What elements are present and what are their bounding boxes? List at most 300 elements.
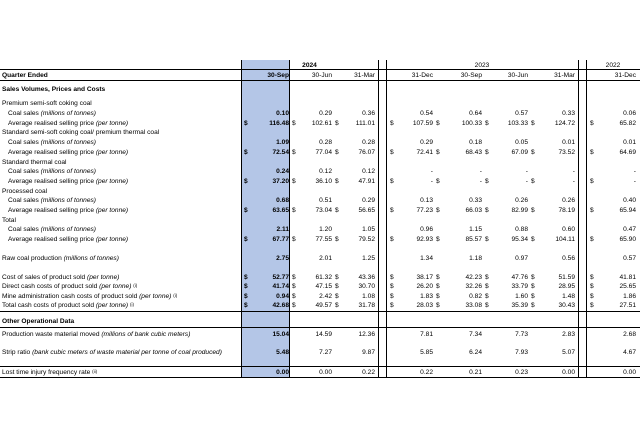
currency-symbol: $ bbox=[436, 283, 440, 290]
currency-symbol: $ bbox=[531, 236, 535, 243]
value-cell: 47.91 bbox=[358, 178, 375, 185]
currency-symbol: $ bbox=[292, 274, 296, 281]
data-row bbox=[0, 148, 640, 157]
value-cell: 67.77 bbox=[272, 236, 289, 243]
table-rule bbox=[0, 311, 640, 312]
value-cell: 0.56 bbox=[562, 255, 575, 262]
value-cell: 7.81 bbox=[420, 331, 433, 338]
value-cell: 0.22 bbox=[420, 369, 433, 376]
group-label: Premium semi-soft coking coal bbox=[2, 100, 92, 107]
row-label-text: Strip ratio bbox=[2, 349, 31, 356]
currency-symbol: $ bbox=[436, 120, 440, 127]
row-unit: (millions of tonnes) bbox=[40, 197, 96, 204]
currency-symbol: $ bbox=[590, 120, 594, 127]
currency-symbol: $ bbox=[292, 283, 296, 290]
section-title: Other Operational Data bbox=[2, 318, 75, 325]
year-2023: 2023 bbox=[474, 62, 490, 69]
table-rule bbox=[0, 327, 640, 328]
value-cell: 56.65 bbox=[358, 207, 375, 214]
value-cell: 37.20 bbox=[272, 178, 289, 185]
value-cell: 33.08 bbox=[465, 302, 482, 309]
value-cell: 1.48 bbox=[562, 293, 575, 300]
value-cell: 5.48 bbox=[276, 349, 289, 356]
currency-symbol: $ bbox=[436, 302, 440, 309]
value-cell: 63.65 bbox=[272, 207, 289, 214]
data-row bbox=[0, 206, 640, 215]
year-2024: 2024 bbox=[302, 62, 317, 69]
value-cell: 51.59 bbox=[558, 274, 575, 281]
currency-symbol: $ bbox=[590, 283, 594, 290]
data-row-cost bbox=[0, 282, 640, 291]
group-label: Standard semi-soft coking coal/ premium thermal coal bbox=[2, 129, 160, 136]
group-header bbox=[0, 158, 640, 167]
currency-symbol: $ bbox=[485, 236, 489, 243]
currency-symbol: $ bbox=[244, 293, 248, 300]
value-cell: 5.07 bbox=[562, 349, 575, 356]
value-cell: 1.08 bbox=[362, 293, 375, 300]
value-cell: 0.88 bbox=[515, 226, 528, 233]
value-cell: 0.29 bbox=[420, 139, 433, 146]
table-rule bbox=[0, 69, 640, 70]
value-cell: 0.12 bbox=[319, 168, 332, 175]
currency-symbol: $ bbox=[244, 149, 248, 156]
value-cell: 0.26 bbox=[515, 197, 528, 204]
value-cell: 0.26 bbox=[562, 197, 575, 204]
value-cell: 1.15 bbox=[469, 226, 482, 233]
currency-symbol: $ bbox=[244, 120, 248, 127]
column-divider bbox=[386, 60, 387, 378]
row-label-text: Coal sales bbox=[8, 226, 39, 233]
currency-symbol: $ bbox=[244, 274, 248, 281]
currency-symbol: $ bbox=[390, 207, 394, 214]
value-cell: 72.54 bbox=[272, 149, 289, 156]
table-rule bbox=[0, 377, 640, 378]
value-cell: - bbox=[430, 168, 433, 175]
section-title: Sales Volumes, Prices and Costs bbox=[2, 86, 106, 93]
value-cell: 0.22 bbox=[362, 369, 375, 376]
value-cell: 73.04 bbox=[315, 207, 332, 214]
value-cell: 0.21 bbox=[469, 369, 482, 376]
column-divider bbox=[289, 60, 290, 378]
value-cell: - bbox=[479, 178, 482, 185]
column-header: 30-Sep bbox=[460, 72, 482, 79]
value-cell: 0.06 bbox=[623, 110, 636, 117]
value-cell: 7.73 bbox=[515, 331, 528, 338]
currency-symbol: $ bbox=[292, 178, 296, 185]
value-cell: 0.13 bbox=[420, 197, 433, 204]
value-cell: 2.68 bbox=[623, 331, 636, 338]
row-label bbox=[2, 301, 240, 310]
row-label bbox=[8, 148, 246, 157]
value-cell: 102.61 bbox=[311, 120, 332, 127]
value-cell: 73.52 bbox=[558, 149, 575, 156]
data-row bbox=[0, 138, 640, 147]
value-cell: 7.93 bbox=[515, 349, 528, 356]
section-title-other bbox=[0, 317, 640, 326]
value-cell: 47.76 bbox=[511, 274, 528, 281]
currency-symbol: $ bbox=[485, 302, 489, 309]
data-row-cost bbox=[0, 273, 640, 282]
row-label bbox=[8, 167, 246, 176]
value-cell: 47.15 bbox=[315, 283, 332, 290]
row-unit: (millions of bank cubic meters) bbox=[101, 331, 191, 338]
value-cell: 0.12 bbox=[362, 168, 375, 175]
row-label-text: Raw coal production bbox=[2, 255, 62, 262]
value-cell: 30.70 bbox=[358, 283, 375, 290]
value-cell: 0.68 bbox=[276, 197, 289, 204]
currency-symbol: $ bbox=[436, 207, 440, 214]
currency-symbol: $ bbox=[244, 283, 248, 290]
row-label-text: Lost time injury frequency rate bbox=[2, 369, 91, 376]
row-label bbox=[8, 119, 246, 128]
data-row bbox=[0, 177, 640, 186]
row-unit: (per tonne) bbox=[99, 283, 132, 290]
row-label bbox=[8, 206, 246, 215]
value-cell: 67.09 bbox=[511, 149, 528, 156]
value-cell: 0.01 bbox=[623, 139, 636, 146]
column-header: 31-Mar bbox=[354, 72, 375, 79]
value-cell: 0.96 bbox=[420, 226, 433, 233]
row-label-text: Coal sales bbox=[8, 139, 39, 146]
value-cell: 1.60 bbox=[515, 293, 528, 300]
value-cell: 111.01 bbox=[355, 120, 375, 127]
row-label bbox=[2, 254, 240, 263]
row-label-text: Average realised selling price bbox=[8, 207, 95, 214]
row-label bbox=[2, 292, 240, 301]
currency-symbol: $ bbox=[485, 149, 489, 156]
row-label bbox=[2, 282, 240, 291]
value-cell: 92.93 bbox=[416, 236, 433, 243]
data-row bbox=[0, 196, 640, 205]
value-cell: 42.68 bbox=[272, 302, 289, 309]
column-divider bbox=[241, 60, 242, 378]
value-cell: 27.51 bbox=[619, 302, 636, 309]
currency-symbol: $ bbox=[590, 293, 594, 300]
value-cell: 1.20 bbox=[319, 226, 332, 233]
value-cell: 116.48 bbox=[269, 120, 289, 127]
currency-symbol: $ bbox=[390, 178, 394, 185]
group-header bbox=[0, 216, 640, 225]
value-cell: 0.23 bbox=[515, 369, 528, 376]
currency-symbol: $ bbox=[390, 302, 394, 309]
value-cell: 43.36 bbox=[358, 274, 375, 281]
row-unit: (per tonne) bbox=[95, 149, 129, 156]
group-label: Total bbox=[2, 217, 16, 224]
value-cell: 0.00 bbox=[319, 369, 332, 376]
value-cell: 1.34 bbox=[420, 255, 433, 262]
value-cell: 28.95 bbox=[558, 283, 575, 290]
value-cell: 26.20 bbox=[416, 283, 433, 290]
currency-symbol: $ bbox=[436, 178, 440, 185]
value-cell: 2.01 bbox=[319, 255, 332, 262]
row-label-text: Average realised selling price bbox=[8, 236, 95, 243]
currency-symbol: $ bbox=[531, 178, 535, 185]
value-cell: 0.29 bbox=[362, 197, 375, 204]
currency-symbol: $ bbox=[436, 236, 440, 243]
value-cell: 41.81 bbox=[619, 274, 636, 281]
quarter-ended-label: Quarter Ended bbox=[2, 72, 48, 79]
footnote-marker: (ii) bbox=[92, 369, 98, 374]
value-cell: 79.52 bbox=[358, 236, 375, 243]
value-cell: 0.29 bbox=[319, 110, 332, 117]
value-cell: 82.99 bbox=[511, 207, 528, 214]
footnote-marker: (i) bbox=[173, 293, 178, 298]
row-label bbox=[2, 273, 240, 282]
value-cell: 31.78 bbox=[358, 302, 375, 309]
value-cell: 5.85 bbox=[420, 349, 433, 356]
value-cell: 77.04 bbox=[315, 149, 332, 156]
table-rule bbox=[0, 80, 640, 81]
value-cell: 100.33 bbox=[461, 120, 482, 127]
currency-symbol: $ bbox=[390, 274, 394, 281]
value-cell: 0.00 bbox=[623, 369, 636, 376]
value-cell: 1.05 bbox=[362, 226, 375, 233]
value-cell: 64.69 bbox=[619, 149, 636, 156]
value-cell: 72.41 bbox=[416, 149, 433, 156]
value-cell: 35.39 bbox=[511, 302, 528, 309]
currency-symbol: $ bbox=[335, 293, 339, 300]
currency-symbol: $ bbox=[485, 207, 489, 214]
value-cell: - bbox=[525, 168, 528, 175]
currency-symbol: $ bbox=[531, 120, 535, 127]
row-unit: (per tonne) bbox=[139, 293, 172, 300]
value-cell: 0.60 bbox=[562, 226, 575, 233]
currency-symbol: $ bbox=[590, 149, 594, 156]
currency-symbol: $ bbox=[390, 120, 394, 127]
column-header: 30-Jun bbox=[311, 72, 332, 79]
currency-symbol: $ bbox=[531, 274, 535, 281]
value-cell: 41.74 bbox=[272, 283, 289, 290]
currency-symbol: $ bbox=[292, 120, 296, 127]
value-cell: 0.36 bbox=[362, 110, 375, 117]
currency-symbol: $ bbox=[292, 236, 296, 243]
value-cell: 38.17 bbox=[416, 274, 433, 281]
value-cell: - bbox=[633, 178, 636, 185]
footnote-marker: (i) bbox=[133, 283, 138, 288]
value-cell: 2.11 bbox=[276, 226, 289, 233]
row-label bbox=[2, 330, 232, 348]
currency-symbol: $ bbox=[531, 149, 535, 156]
group-header bbox=[0, 128, 640, 137]
row-label-text: Average realised selling price bbox=[8, 120, 95, 127]
row-label-text: Direct cash costs of product sold bbox=[2, 283, 98, 290]
value-cell: 0.94 bbox=[276, 293, 289, 300]
row-unit: (per tonne) bbox=[95, 178, 129, 185]
currency-symbol: $ bbox=[590, 274, 594, 281]
value-cell: 0.57 bbox=[515, 110, 528, 117]
data-row bbox=[0, 119, 640, 128]
row-unit: (millions of tonnes) bbox=[40, 110, 96, 117]
value-cell: 1.09 bbox=[276, 139, 289, 146]
quarter-header-row bbox=[0, 71, 640, 80]
currency-symbol: $ bbox=[335, 207, 339, 214]
data-row-cost bbox=[0, 292, 640, 301]
currency-symbol: $ bbox=[590, 236, 594, 243]
row-label-text: Coal sales bbox=[8, 168, 39, 175]
row-label bbox=[2, 348, 232, 366]
row-label-text: Production waste material moved bbox=[2, 331, 100, 338]
value-cell: 104.11 bbox=[555, 236, 575, 243]
row-unit: (millions of tonnes) bbox=[40, 139, 96, 146]
column-divider bbox=[586, 60, 587, 378]
group-label: Standard thermal coal bbox=[2, 159, 67, 166]
value-cell: - bbox=[430, 178, 433, 185]
value-cell: 0.54 bbox=[420, 110, 433, 117]
value-cell: 0.64 bbox=[469, 110, 482, 117]
row-unit: (per tonne) bbox=[95, 207, 129, 214]
column-header: 31-Mar bbox=[554, 72, 575, 79]
value-cell: 0.33 bbox=[562, 110, 575, 117]
row-label bbox=[8, 235, 246, 244]
currency-symbol: $ bbox=[244, 207, 248, 214]
value-cell: 0.57 bbox=[623, 255, 636, 262]
value-cell: 65.94 bbox=[619, 207, 636, 214]
row-label-text: Average realised selling price bbox=[8, 149, 95, 156]
value-cell: 49.57 bbox=[315, 302, 332, 309]
value-cell: 4.67 bbox=[623, 349, 636, 356]
group-label: Processed coal bbox=[2, 188, 48, 195]
currency-symbol: $ bbox=[292, 293, 296, 300]
currency-symbol: $ bbox=[531, 283, 535, 290]
currency-symbol: $ bbox=[531, 293, 535, 300]
value-cell: - bbox=[572, 168, 575, 175]
value-cell: 32.26 bbox=[465, 283, 482, 290]
column-divider bbox=[578, 60, 579, 378]
value-cell: 65.82 bbox=[619, 120, 636, 127]
currency-symbol: $ bbox=[335, 120, 339, 127]
data-row-other bbox=[0, 368, 640, 377]
year-2022: 2022 bbox=[605, 62, 621, 69]
row-unit: (millions of tonnes) bbox=[40, 168, 96, 175]
value-cell: 1.18 bbox=[469, 255, 482, 262]
value-cell: - bbox=[525, 178, 528, 185]
row-label-text: Average realised selling price bbox=[8, 178, 95, 185]
value-cell: 0.47 bbox=[623, 226, 636, 233]
column-header: 31-Dec bbox=[614, 72, 636, 79]
value-cell: 78.19 bbox=[558, 207, 575, 214]
value-cell: 15.04 bbox=[272, 331, 289, 338]
column-divider bbox=[378, 60, 379, 378]
footnote-marker: (i) bbox=[129, 302, 134, 307]
value-cell: 28.03 bbox=[416, 302, 433, 309]
data-row bbox=[0, 167, 640, 176]
value-cell: 0.01 bbox=[562, 139, 575, 146]
currency-symbol: $ bbox=[590, 178, 594, 185]
value-cell: 76.07 bbox=[358, 149, 375, 156]
row-label bbox=[8, 196, 246, 205]
currency-symbol: $ bbox=[390, 149, 394, 156]
currency-symbol: $ bbox=[531, 207, 535, 214]
currency-symbol: $ bbox=[390, 236, 394, 243]
currency-symbol: $ bbox=[292, 149, 296, 156]
currency-symbol: $ bbox=[485, 293, 489, 300]
data-row bbox=[0, 235, 640, 244]
value-cell: 6.24 bbox=[469, 349, 482, 356]
value-cell: 7.34 bbox=[469, 331, 482, 338]
data-row-raw-coal bbox=[0, 254, 640, 263]
column-header: 30-Sep bbox=[267, 72, 289, 79]
value-cell: 30.43 bbox=[558, 302, 575, 309]
value-cell: - bbox=[572, 178, 575, 185]
value-cell: 9.87 bbox=[362, 349, 375, 356]
row-unit: (per tonne) bbox=[87, 274, 120, 281]
value-cell: 52.77 bbox=[272, 274, 289, 281]
row-label bbox=[8, 138, 246, 147]
row-unit: (per tonne) bbox=[95, 120, 129, 127]
value-cell: 77.55 bbox=[315, 236, 332, 243]
value-cell: 124.72 bbox=[554, 120, 575, 127]
value-cell: 103.33 bbox=[507, 120, 528, 127]
currency-symbol: $ bbox=[436, 149, 440, 156]
row-unit: (per tonne) bbox=[95, 236, 129, 243]
currency-symbol: $ bbox=[436, 274, 440, 281]
row-label-text: Coal sales bbox=[8, 197, 39, 204]
currency-symbol: $ bbox=[335, 149, 339, 156]
value-cell: 0.82 bbox=[469, 293, 482, 300]
row-unit: (per tonne) bbox=[95, 302, 129, 309]
value-cell: 1.25 bbox=[362, 255, 375, 262]
currency-symbol: $ bbox=[244, 178, 248, 185]
value-cell: 77.23 bbox=[416, 207, 433, 214]
row-unit: (millions of tonnes) bbox=[63, 255, 119, 262]
row-label-text: Total cash costs of product sold bbox=[2, 302, 94, 309]
value-cell: 0.28 bbox=[362, 139, 375, 146]
value-cell: 2.83 bbox=[562, 331, 575, 338]
row-unit: (millions of tonnes) bbox=[40, 226, 96, 233]
value-cell: 0.05 bbox=[515, 139, 528, 146]
currency-symbol: $ bbox=[485, 178, 489, 185]
row-label-text: Coal sales bbox=[8, 110, 39, 117]
row-unit: (bank cubic meters of waste material per tonne of coal produced) bbox=[32, 349, 222, 356]
value-cell: 0.28 bbox=[319, 139, 332, 146]
currency-symbol: $ bbox=[590, 302, 594, 309]
value-cell: 7.27 bbox=[319, 349, 332, 356]
currency-symbol: $ bbox=[292, 207, 296, 214]
currency-symbol: $ bbox=[485, 274, 489, 281]
section-title-sales bbox=[0, 85, 640, 94]
value-cell: - bbox=[633, 168, 636, 175]
value-cell: 0.00 bbox=[276, 369, 289, 376]
value-cell: 12.36 bbox=[358, 331, 375, 338]
data-row-other bbox=[0, 348, 640, 366]
value-cell: 68.43 bbox=[465, 149, 482, 156]
currency-symbol: $ bbox=[531, 302, 535, 309]
value-cell: 65.90 bbox=[619, 236, 636, 243]
value-cell: 66.03 bbox=[465, 207, 482, 214]
value-cell: 0.24 bbox=[276, 168, 289, 175]
value-cell: 36.10 bbox=[315, 178, 332, 185]
value-cell: 95.34 bbox=[511, 236, 528, 243]
value-cell: 0.10 bbox=[276, 110, 289, 117]
group-header bbox=[0, 99, 640, 108]
currency-symbol: $ bbox=[244, 236, 248, 243]
row-label bbox=[2, 368, 232, 377]
table-rule bbox=[0, 366, 640, 367]
value-cell: 0.40 bbox=[623, 197, 636, 204]
value-cell: 0.51 bbox=[319, 197, 332, 204]
currency-symbol: $ bbox=[436, 293, 440, 300]
currency-symbol: $ bbox=[335, 274, 339, 281]
group-header bbox=[0, 187, 640, 196]
data-row bbox=[0, 225, 640, 234]
currency-symbol: $ bbox=[335, 178, 339, 185]
value-cell: 2.75 bbox=[276, 255, 289, 262]
value-cell: 0.97 bbox=[515, 255, 528, 262]
value-cell: 33.79 bbox=[511, 283, 528, 290]
data-row bbox=[0, 109, 640, 118]
value-cell: 0.18 bbox=[469, 139, 482, 146]
value-cell: 42.23 bbox=[465, 274, 482, 281]
